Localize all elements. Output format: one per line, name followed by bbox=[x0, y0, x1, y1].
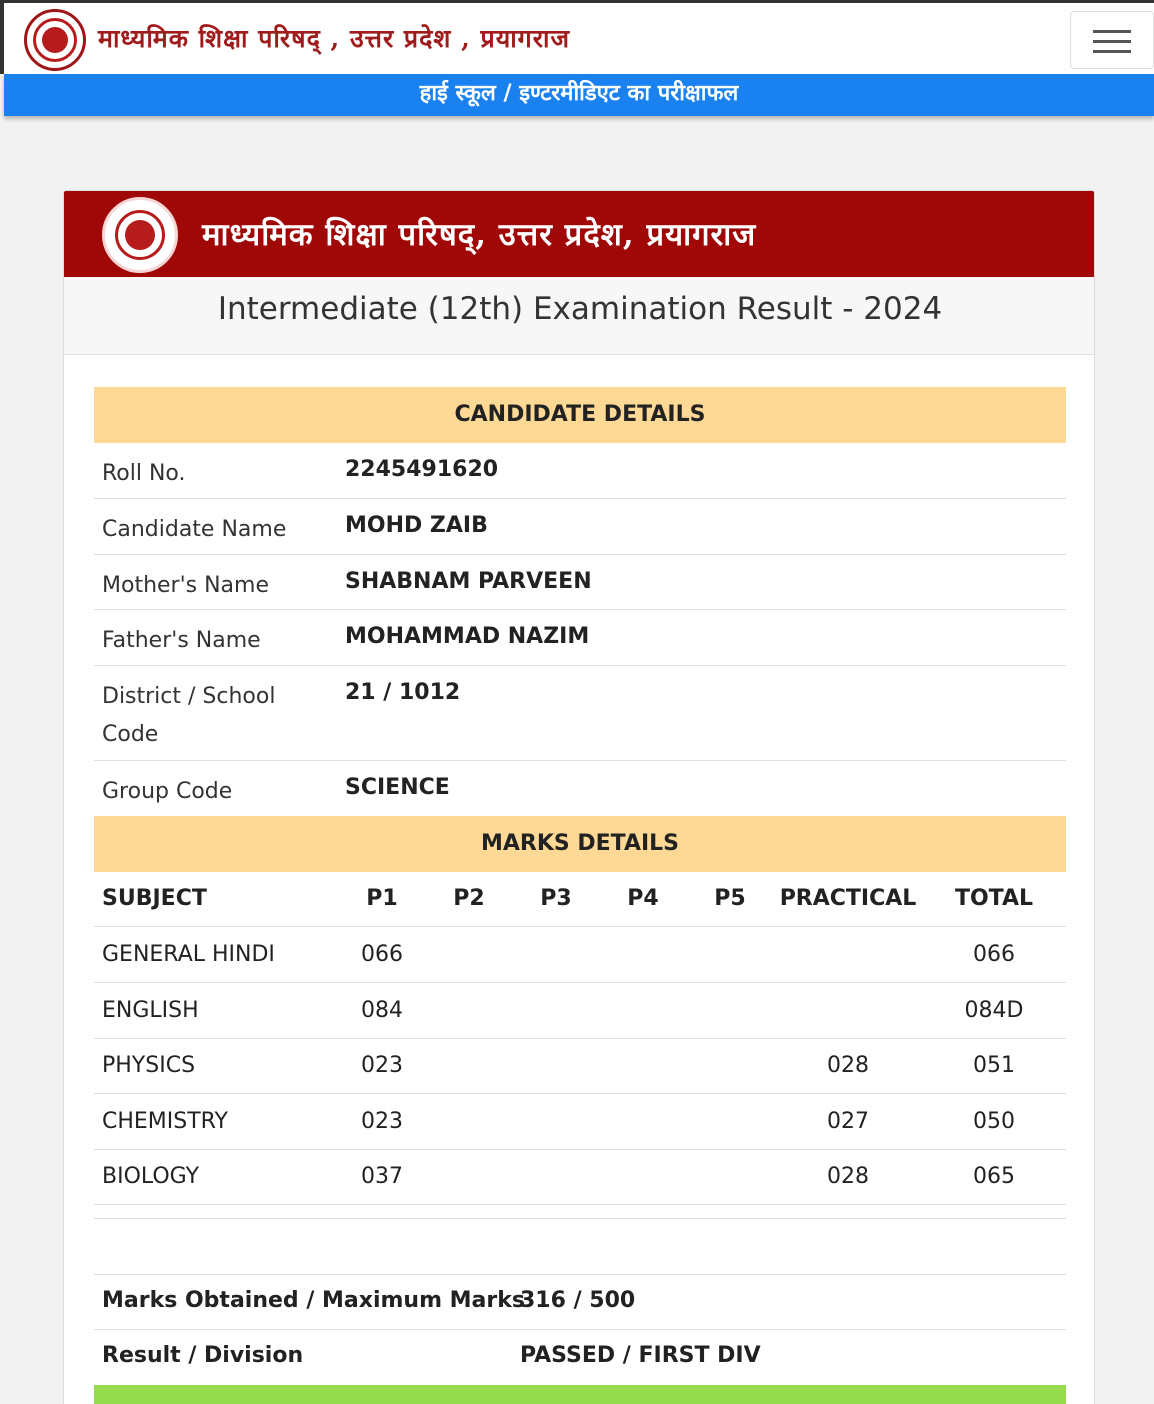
mark-practical: 028 bbox=[827, 1164, 869, 1189]
board-logo-icon bbox=[102, 197, 178, 273]
subject-name: GENERAL HINDI bbox=[102, 942, 275, 967]
marks-obtained-value: 316 / 500 bbox=[520, 1288, 636, 1313]
result-status-bar bbox=[94, 1385, 1066, 1404]
field-value: 2245491620 bbox=[345, 457, 499, 482]
candidate-details-header: CANDIDATE DETAILS bbox=[94, 387, 1066, 443]
hamburger-menu-icon[interactable] bbox=[1070, 11, 1154, 69]
card-banner bbox=[64, 191, 1095, 277]
result-card bbox=[63, 190, 1095, 1404]
candidate-row-mother-name bbox=[94, 555, 1066, 610]
marks-table-header bbox=[94, 871, 1066, 927]
mark-p1: 084 bbox=[361, 998, 403, 1023]
mark-practical: 028 bbox=[827, 1053, 869, 1078]
col-header-practical: PRACTICAL bbox=[779, 886, 917, 911]
mark-p1: 023 bbox=[361, 1109, 403, 1134]
mark-total: 084D bbox=[964, 998, 1024, 1023]
top-navbar bbox=[0, 0, 1154, 74]
table-spacer-row bbox=[94, 1203, 1066, 1219]
field-value: MOHAMMAD NAZIM bbox=[345, 624, 590, 649]
subject-name: PHYSICS bbox=[102, 1053, 196, 1078]
mark-p1: 037 bbox=[361, 1164, 403, 1189]
mark-total: 050 bbox=[973, 1109, 1015, 1134]
col-header-p1: P1 bbox=[366, 886, 398, 911]
subject-name: BIOLOGY bbox=[102, 1164, 200, 1189]
marks-row-chemistry bbox=[94, 1094, 1066, 1150]
field-label: Father's Name bbox=[102, 628, 261, 653]
marks-row-english bbox=[94, 983, 1066, 1039]
field-value: 21 / 1012 bbox=[345, 680, 461, 705]
candidate-row-roll-no bbox=[94, 443, 1066, 499]
mark-total: 066 bbox=[973, 942, 1015, 967]
field-value: SHABNAM PARVEEN bbox=[345, 569, 592, 594]
exam-result-heading: Intermediate (12th) Examination Result - 2024 bbox=[64, 277, 1095, 355]
col-header-total: TOTAL bbox=[954, 886, 1034, 911]
marks-details-header: MARKS DETAILS bbox=[94, 816, 1066, 872]
field-value: MOHD ZAIB bbox=[345, 513, 488, 538]
result-division-row bbox=[94, 1329, 1066, 1385]
marks-obtained-row bbox=[94, 1274, 1066, 1330]
marks-obtained-label: Marks Obtained / Maximum Marks bbox=[102, 1288, 525, 1313]
col-header-p5: P5 bbox=[714, 886, 746, 911]
col-header-p4: P4 bbox=[627, 886, 659, 911]
candidate-row-group-code bbox=[94, 761, 1066, 816]
marks-row-general-hindi bbox=[94, 927, 1066, 983]
upmsp-logo-icon[interactable] bbox=[24, 9, 86, 71]
site-title[interactable]: माध्यमिक शिक्षा परिषद् , उत्तर प्रदेश , प्रयागराज bbox=[98, 24, 571, 53]
mark-total: 051 bbox=[973, 1053, 1015, 1078]
col-header-subject: SUBJECT bbox=[102, 886, 207, 911]
field-label: District / School Code bbox=[102, 684, 276, 747]
marks-row-physics bbox=[94, 1038, 1066, 1094]
marks-row-biology bbox=[94, 1149, 1066, 1205]
candidate-row-father-name bbox=[94, 610, 1066, 666]
field-label: Candidate Name bbox=[102, 517, 287, 542]
mark-total: 065 bbox=[973, 1164, 1015, 1189]
mark-p1: 066 bbox=[361, 942, 403, 967]
col-header-p2: P2 bbox=[453, 886, 485, 911]
field-label: Group Code bbox=[102, 779, 233, 804]
subject-name: CHEMISTRY bbox=[102, 1109, 228, 1134]
field-value: SCIENCE bbox=[345, 775, 450, 800]
subject-name: ENGLISH bbox=[102, 998, 199, 1023]
candidate-row-district-school-code bbox=[94, 666, 1066, 761]
mark-p1: 023 bbox=[361, 1053, 403, 1078]
banner-title: माध्यमिक शिक्षा परिषद्, उत्तर प्रदेश, प्रयागराज bbox=[202, 217, 757, 253]
col-header-p3: P3 bbox=[540, 886, 572, 911]
candidate-row-name bbox=[94, 499, 1066, 555]
field-label: Roll No. bbox=[102, 461, 186, 486]
field-label: Mother's Name bbox=[102, 573, 269, 598]
result-division-value: PASSED / FIRST DIV bbox=[520, 1343, 761, 1368]
page-subtitle-bar: हाई स्कूल / इण्टरमीडिएट का परीक्षाफल bbox=[4, 74, 1154, 116]
mark-practical: 027 bbox=[827, 1109, 869, 1134]
result-division-label: Result / Division bbox=[102, 1343, 304, 1368]
